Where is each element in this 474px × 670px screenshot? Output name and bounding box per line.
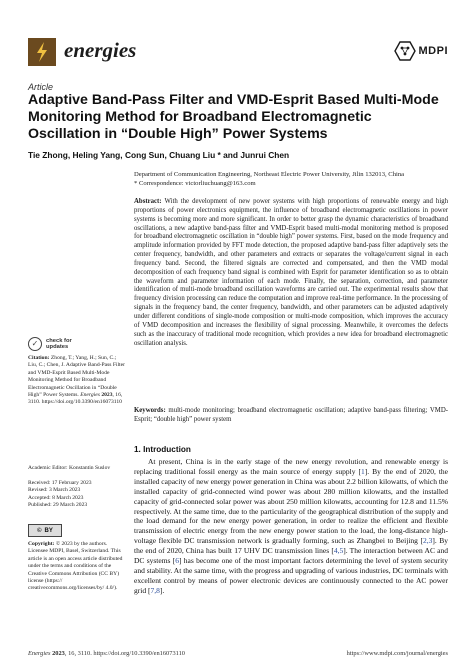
paper-title: Adaptive Band-Pass Filter and VMD-Esprit Based Multi-Mode Monitoring Method for Broadband Electromagnetic Oscillation in “Double High” Power Systems bbox=[28, 92, 439, 142]
abstract bbox=[134, 198, 448, 348]
energies-logo-icon bbox=[28, 38, 56, 66]
abstract-text: With the development of new power systems with high proportions of renewable energy and high proportions of power electronics equipment, the influence of broadband electromagnetic oscillations in power systems is becoming more and more significant. In order to better grasp the dynamic characteristics of broadband oscillations, a new adaptive band-pass filter and VMD-Esprit based multi-modal monitoring method is proposed for broadband electromagnetic oscillation in “double high” power systems. First, based on the mode frequency and amplitude information provided by FFT mode detection, the proposed adaptive band-pass filter adaptively sets the center frequency, bandwidth, and other parameters and extracts or separates the voltage/current signal in each frequency band. Second, the filtered signals are corrected and compensated, and then the VMD modal decomposition of each frequency band signal is combined with Esprit for parameter identification so as to obtain the waveform and parameter information of each mode. Finally, the separation, correction, and parameter identification of multi-mode broadband oscillation waveforms are carried out. The experimental results show that frequency division processing can reduce the computation and improve real-time performance. In the processing of signals in the frequency band, the center frequency, bandwidth, and other parameters can be adjusted adaptively under different conditions of single-mode composition or multi-mode composition, which improves the accuracy of VMD decomposition and increases the flexibility of signal processing. Meanwhile, it overcomes the defects such as the inaccuracy of traditional mode recognition, which provides a new idea for broadband electromagnetic oscillation analysis. bbox=[134, 198, 449, 347]
intro-text: At present, China is in the early stage of the new energy revolution, and renewable energy is replacing traditional fossil energy as the main source of energy supply [ bbox=[134, 457, 448, 476]
reference-link[interactable]: 2,3 bbox=[422, 536, 433, 546]
copyright-label: Copyright: bbox=[28, 541, 55, 547]
footer-year: 2023 bbox=[52, 650, 65, 657]
correspondence-line[interactable]: * Correspondence: victorliuchuang@163.com bbox=[134, 180, 256, 187]
journal-header bbox=[28, 36, 448, 76]
intro-text: ]. By the end of 2020, the installed capacity of new energy power generation in China was about 2.2 billion kilowatts, of which the installed capacity of grid-connected wind power was about 280 million kilowatts, and the installed capacity of grid-connected solar power was about 250 million kilowatts, accounting for 12.8 and 11.5% respectively. At the same time, due to the particularity of the geographical distribution of the supply and the load demand for the new energy power generation, in order to realize the efficient and flexible transmission of electric energy from the new energy power station to the load, the long-distance high-voltage flexible DC transmission network is gradually forming, such as Zhangbei to Beijing [ bbox=[134, 466, 448, 546]
received-date: Received: 17 February 2023 bbox=[28, 480, 92, 486]
article-type: Article bbox=[28, 82, 54, 92]
intro-text: ]. bbox=[159, 585, 165, 595]
keywords-label: Keywords: bbox=[134, 407, 166, 414]
published-date: Published: 29 March 2023 bbox=[28, 502, 88, 509]
check-for-updates-badge[interactable] bbox=[28, 337, 126, 351]
footer-journal: Energies bbox=[28, 650, 51, 657]
intro-text: ]. By the end of 2020, China has built 17 UHV DC transmission lines [ bbox=[134, 536, 448, 556]
introduction-paragraph bbox=[134, 457, 448, 596]
author-list: Tie Zhong, Heling Yang, Cong Sun, Chuang Liu * and Junrui Chen bbox=[28, 150, 290, 160]
updates-line-1: check for bbox=[46, 337, 72, 344]
citation-block bbox=[28, 355, 126, 407]
copyright-block bbox=[28, 541, 126, 593]
intro-text: ] has become one of the most important factors determining the level of system security and stability. At the same time, with the progress and upgrading of various industries, DC terminals with excellent control by means of power electronic devices are continuously connected to the AC power grid [ bbox=[134, 556, 449, 595]
keywords bbox=[134, 407, 448, 425]
check-updates-icon: ✓ bbox=[28, 337, 42, 351]
page-footer bbox=[28, 650, 448, 657]
mdpi-logo-icon bbox=[394, 41, 416, 61]
affiliation-line: Department of Communication Engineering, Northeast Electric Power University, Jilin 132013, China bbox=[134, 171, 405, 178]
publication-dates bbox=[28, 480, 126, 510]
reference-link[interactable]: 6 bbox=[175, 556, 179, 566]
journal-name: energies bbox=[64, 38, 137, 62]
keywords-text: multi-mode monitoring; broadband electromagnetic oscillation; adaptive band-pass filtering; VMD-Esprit; “double high” power system bbox=[134, 407, 448, 423]
section-heading-introduction: 1. Introduction bbox=[134, 445, 191, 454]
cc-by-license-badge[interactable] bbox=[28, 524, 62, 537]
citation-text: Zhong, T.; Yang, H.; Sun, C.; Liu, C.; Chen, J. Adaptive Band-Pass Filter and VMD-Esprit Based Multi-Mode Monitoring Method for Broadband Electromagnetic Oscillation in “Double High” Power Systems. bbox=[28, 355, 125, 399]
cc-by-label: BY bbox=[44, 527, 53, 534]
reference-link[interactable]: 4,5 bbox=[333, 546, 344, 556]
academic-editor: Academic Editor: Konstantin Suslov bbox=[28, 465, 111, 471]
citation-journal: Energies bbox=[80, 392, 100, 399]
footer-journal-url[interactable]: https://www.mdpi.com/journal/energies bbox=[346, 650, 448, 657]
accepted-date: Accepted: 8 March 2023 bbox=[28, 494, 84, 501]
creative-commons-icon: © bbox=[37, 527, 42, 534]
affiliation-block bbox=[134, 170, 454, 188]
mdpi-logo[interactable] bbox=[394, 40, 449, 62]
publisher-name: MDPI bbox=[418, 45, 448, 57]
citation-doi[interactable]: , 16, 3110. https://doi.org/10.3390/en16073110 bbox=[28, 392, 123, 406]
revised-date: Revised: 3 March 2023 bbox=[28, 487, 81, 494]
citation-year: 2023 bbox=[101, 392, 113, 399]
abstract-label: Abstract: bbox=[134, 198, 162, 205]
citation-label: Citation: bbox=[28, 355, 50, 361]
updates-line-2: updates bbox=[46, 344, 69, 350]
footer-doi[interactable]: , 16, 3110. https://doi.org/10.3390/en16073110 bbox=[64, 650, 185, 657]
reference-link[interactable]: 7,8 bbox=[150, 585, 160, 595]
intro-text: ]. The interaction between AC and DC systems [ bbox=[134, 546, 449, 566]
copyright-text: © 2023 by the authors. Licensee MDPI, Basel, Switzerland. This article is an open access article distributed under the terms and conditions of the Creative Commons Attribution (CC BY) license (https:// creativecommons.org/licenses/by/ 4.0/). bbox=[28, 541, 123, 592]
reference-link[interactable]: 1 bbox=[360, 466, 365, 476]
footer-citation bbox=[28, 650, 185, 657]
